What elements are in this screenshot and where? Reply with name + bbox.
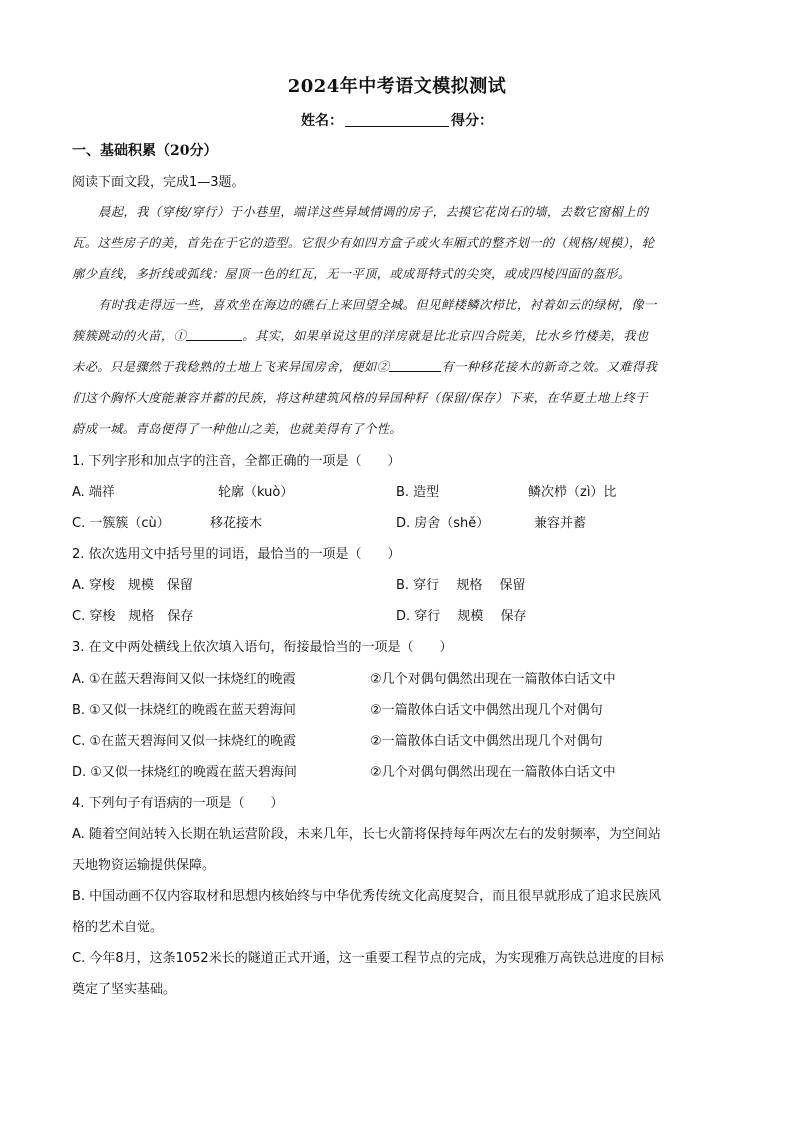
name-score-row [0,110,794,130]
q4-option-b: B. 中国动画不仅内容取材和思想内核始终与中华优秀传统文化高度契合，而且很早就形成了追求民族风 [72,889,662,904]
section-heading: 一、基础积累（20分） [72,143,218,159]
q3-option-c-part2: ②一篇散体白话文中偶然出现几个对偶句 [370,734,603,749]
question-4-stem: 4. 下列句子有语病的一项是（ ） [72,796,284,811]
q3-option-c: C. ①在蓝天碧海间又似一抹烧红的晚霞 [72,734,296,749]
q1-option-a: A. 端祥 [72,485,115,500]
q3-option-b: B. ①又似一抹烧红的晚霞在蓝天碧海间 [72,703,296,718]
q3-option-a-part2: ②几个对偶句偶然出现在一篇散体白话文中 [370,672,616,687]
q2-option-c: C. 穿梭 规格 保存 [72,609,194,624]
passage-fragment: 未必。只是骤然于我稔熟的土地上飞来异国房舍，便如② [72,360,390,374]
name-blank[interactable] [345,112,449,127]
passage-line [72,358,714,376]
q1-option-d-extra: 兼容并蓄 [534,516,587,531]
passage-line: 瓦。这些房子的美，首先在于它的造型。它很少有如四方盒子或火车厢式的整齐划一的（规格/规模），轮 [72,236,655,250]
question-3-stem: 3. 在文中两处横线上依次填入语句，衔接最恰当的一项是（ ） [72,640,453,655]
passage-line: 蔚成一城。青岛便得了一种他山之美，也就美得有了个性。 [72,422,403,436]
passage-fragment: 簇簇跳动的火苗，① [72,329,187,343]
score-label: 得分： [451,113,493,129]
q4-option-c: C. 今年8月，这条1052米长的隧道正式开通，这一重要工程节点的完成，为实现雅万高铁总进度的目标 [72,951,664,966]
passage-line: 廓少直线，多折线或弧线：屋顶一色的红瓦，无一平顶，或成哥特式的尖突，或成四棱四面的盔形。 [72,267,631,281]
q2-option-a: A. 穿梭 规模 保留 [72,578,193,593]
passage-fragment: 有一种移花接木的新奇之效。又难得我 [441,360,658,374]
page-title: 2024年中考语文模拟测试 [287,76,507,97]
q3-option-d-part2: ②几个对偶句偶然出现在一篇散体白话文中 [370,765,616,780]
q1-option-d: D. 房舍（shě） [396,516,490,531]
q4-option-a-cont: 天地物资运输提供保障。 [72,858,216,873]
q1-option-b-extra: 鳞次栉（zì）比 [528,485,617,500]
q3-option-a: A. ①在蓝天碧海间又似一抹烧红的晚霞 [72,672,296,687]
fill-blank-2 [389,359,441,372]
passage-line: 们这个胸怀大度能兼容并蓄的民族，将这种建筑风格的异国种籽（保留/保存）下来，在华夏土地上终于 [72,391,648,405]
section-instruction: 阅读下面文段，完成1—3题。 [72,175,245,190]
passage-line: 晨起，我（穿梭/穿行）于小巷里，端详这些异域情调的房子，去摸它花岗石的墙，去数它窗楣上的 [98,205,649,219]
q4-option-b-cont: 格的艺术自觉。 [72,920,164,935]
question-1-stem: 1. 下列字形和加点字的注音，全都正确的一项是（ ） [72,454,401,469]
q3-option-d: D. ①又似一抹烧红的晚霞在蓝天碧海间 [72,765,297,780]
q1-option-b: B. 造型 [396,485,440,500]
passage-line: 有时我走得远一些，喜欢坐在海边的礁石上来回望全城。但见鲜楼鳞次栉比，衬着如云的绿树，像一 [98,298,657,312]
fill-blank-1 [186,328,242,341]
q1-option-a-extra: 轮廓（kuò） [218,485,294,500]
q1-option-c-extra: 移花接木 [210,516,263,531]
q1-option-c: C. 一簇簇（cù） [72,516,170,531]
q2-option-d: D. 穿行 规模 保存 [396,609,527,624]
question-2-stem: 2. 依次选用文中括号里的词语，最恰当的一项是（ ） [72,547,401,562]
name-label: 姓名： [301,113,343,129]
passage-line [72,327,714,345]
q4-option-c-cont: 奠定了坚实基础。 [72,982,177,997]
q3-option-b-part2: ②一篇散体白话文中偶然出现几个对偶句 [370,703,603,718]
q4-option-a: A. 随着空间站转入长期在轨运营阶段，未来几年，长七火箭将保持每年两次左右的发射频率，为空间站 [72,827,661,842]
passage-fragment: 。其实，如果单说这里的洋房就是比北京四合院美，比水乡竹楼美，我也 [242,329,649,343]
q2-option-b: B. 穿行 规格 保留 [396,578,526,593]
